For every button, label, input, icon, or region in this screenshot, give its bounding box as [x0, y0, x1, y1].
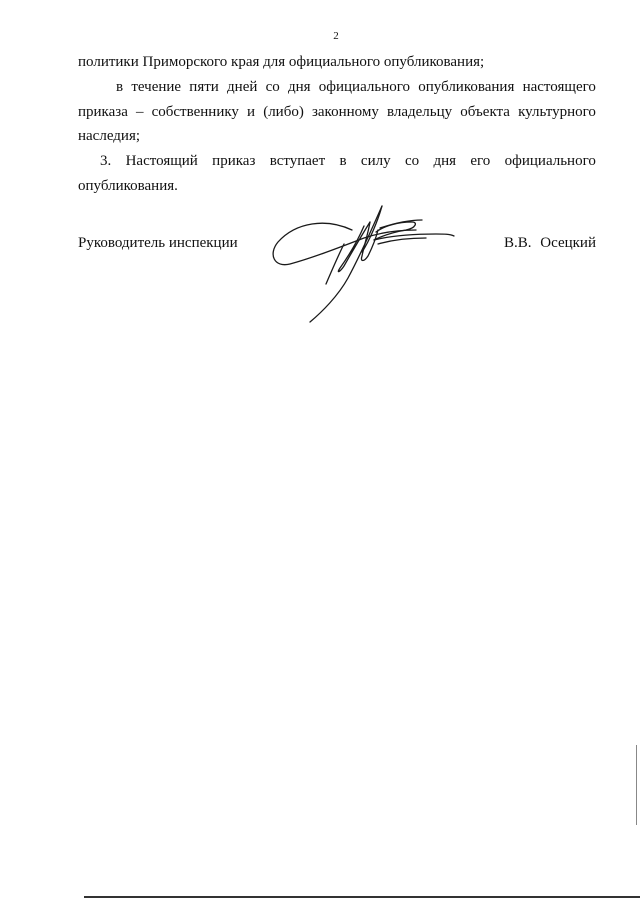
word: дней: [227, 79, 258, 95]
position-title: Руководитель инспекции: [78, 235, 238, 251]
word: –: [135, 104, 144, 120]
text-line: политики Приморского края для официального опубликования;: [78, 54, 485, 70]
scan-bottom-edge: [84, 896, 640, 898]
paragraph-continuation: [78, 50, 596, 74]
word: культурного: [518, 104, 596, 120]
paragraph-publication-owner: [78, 75, 596, 148]
word: вступает: [269, 153, 326, 169]
text-line-justified: [78, 100, 596, 124]
word: со: [265, 79, 280, 95]
word: приказа: [78, 104, 128, 120]
word: законному: [311, 104, 379, 120]
handwritten-signature: [266, 190, 458, 326]
word: официального: [504, 153, 596, 169]
word: объекта: [460, 104, 510, 120]
word: дня: [433, 153, 457, 169]
page-number: 2: [333, 30, 339, 42]
text-line: наследия;: [78, 128, 141, 144]
word: официального: [318, 79, 411, 95]
word: Настоящий: [125, 153, 198, 169]
word: владельцу: [386, 104, 453, 120]
word: (либо): [263, 104, 304, 120]
word: опубликования: [418, 79, 515, 95]
word: собственнику: [151, 104, 239, 120]
text-line-justified: [78, 75, 596, 99]
word: силу: [360, 153, 391, 169]
word: и: [247, 104, 256, 120]
word: приказ: [212, 153, 256, 169]
word: его: [470, 153, 491, 169]
word: в: [339, 153, 347, 169]
word: со: [404, 153, 420, 169]
word: настоящего: [522, 79, 596, 95]
word: в: [116, 79, 124, 95]
word: дня: [288, 79, 311, 95]
text-line: опубликования.: [78, 178, 178, 194]
signatory-name: В.В. Осецкий: [504, 235, 596, 251]
word: 3.: [100, 153, 112, 169]
word: течение: [131, 79, 182, 95]
scan-right-edge: [636, 745, 637, 825]
text-line-justified: [78, 149, 596, 173]
word: пяти: [189, 79, 219, 95]
